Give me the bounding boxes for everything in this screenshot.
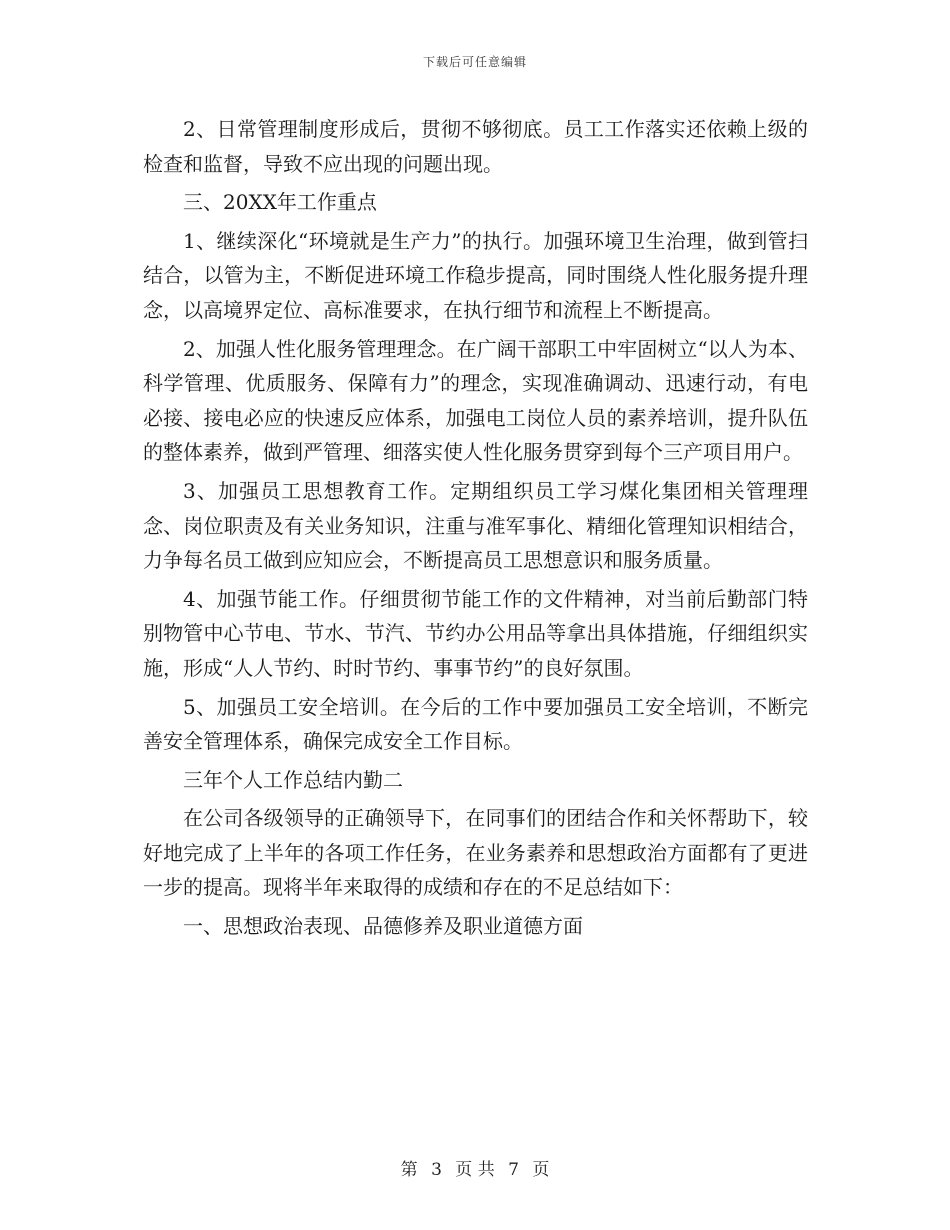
document-subtitle: 三年个人工作总结内勤二	[183, 767, 403, 792]
paragraph-humanized-service: 2、加强人性化服务管理理念。在广阔干部职工中牢固树立“以人为本、科学管理、优质服务、保障有力”的理念，实现准确调动、迅速行动，有电必接、接电必应的快速反应体系，加强电工岗位人员的素养培训，提升队伍的整体素养，做到严管理、细落实使人性化服务贯穿到每个三产项目用户。	[143, 336, 808, 465]
current-page-number: 3	[431, 1160, 442, 1180]
page-footer	[0, 1155, 950, 1180]
paragraph-introduction: 在公司各级领导的正确领导下，在同事们的团结合作和关怀帮助下，较好地完成了上半年的各项工作任务，在业务素养和思想政治方面都有了更进一步的提高。现将半年来取得的成绩和存在的不足总结如下：	[143, 806, 808, 900]
section-heading-work-focus: 三、20XX年工作重点	[183, 190, 377, 215]
paragraph-environment: 1、继续深化“环境就是生产力”的执行。加强环境卫生治理，做到管扫结合，以管为主，不断促进环境工作稳步提高，同时围绕人性化服务提升理念，以高境界定位、高标准要求，在执行细节和流程上不断提高。	[143, 228, 808, 322]
section-heading-ideology: 一、思想政治表现、品德修养及职业道德方面	[183, 914, 583, 939]
page-header: 下载后可任意编辑	[422, 55, 527, 69]
footer-middle: 页 共	[455, 1160, 495, 1180]
paragraph-staff-education: 3、加强员工思想教育工作。定期组织员工学习煤化集团相关管理理念、岗位职责及有关业务知识，注重与准军事化、精细化管理知识相结合，力争每名员工做到应知应会，不断提高员工思想意识和服务质量。	[143, 478, 808, 573]
footer-prefix: 第	[400, 1160, 418, 1180]
paragraph-daily-management: 2、日常管理制度形成后，贯彻不够彻底。员工工作落实还依赖上级的检查和监督，导致不应出现的问题出现。	[143, 117, 808, 176]
paragraph-safety-training: 5、加强员工安全培训。在今后的工作中要加强员工安全培训，不断完善安全管理体系，确保完成安全工作目标。	[143, 694, 808, 754]
footer-suffix: 页	[532, 1160, 550, 1180]
document-body	[143, 112, 808, 948]
paragraph-energy-saving: 4、加强节能工作。仔细贯彻节能工作的文件精神，对当前后勤部门特别物管中心节电、节水、节汽、节约办公用品等拿出具体措施，仔细组织实施，形成“人人节约、时时节约、事事节约”的良好氛围。	[143, 586, 808, 680]
total-page-number: 7	[508, 1160, 519, 1180]
